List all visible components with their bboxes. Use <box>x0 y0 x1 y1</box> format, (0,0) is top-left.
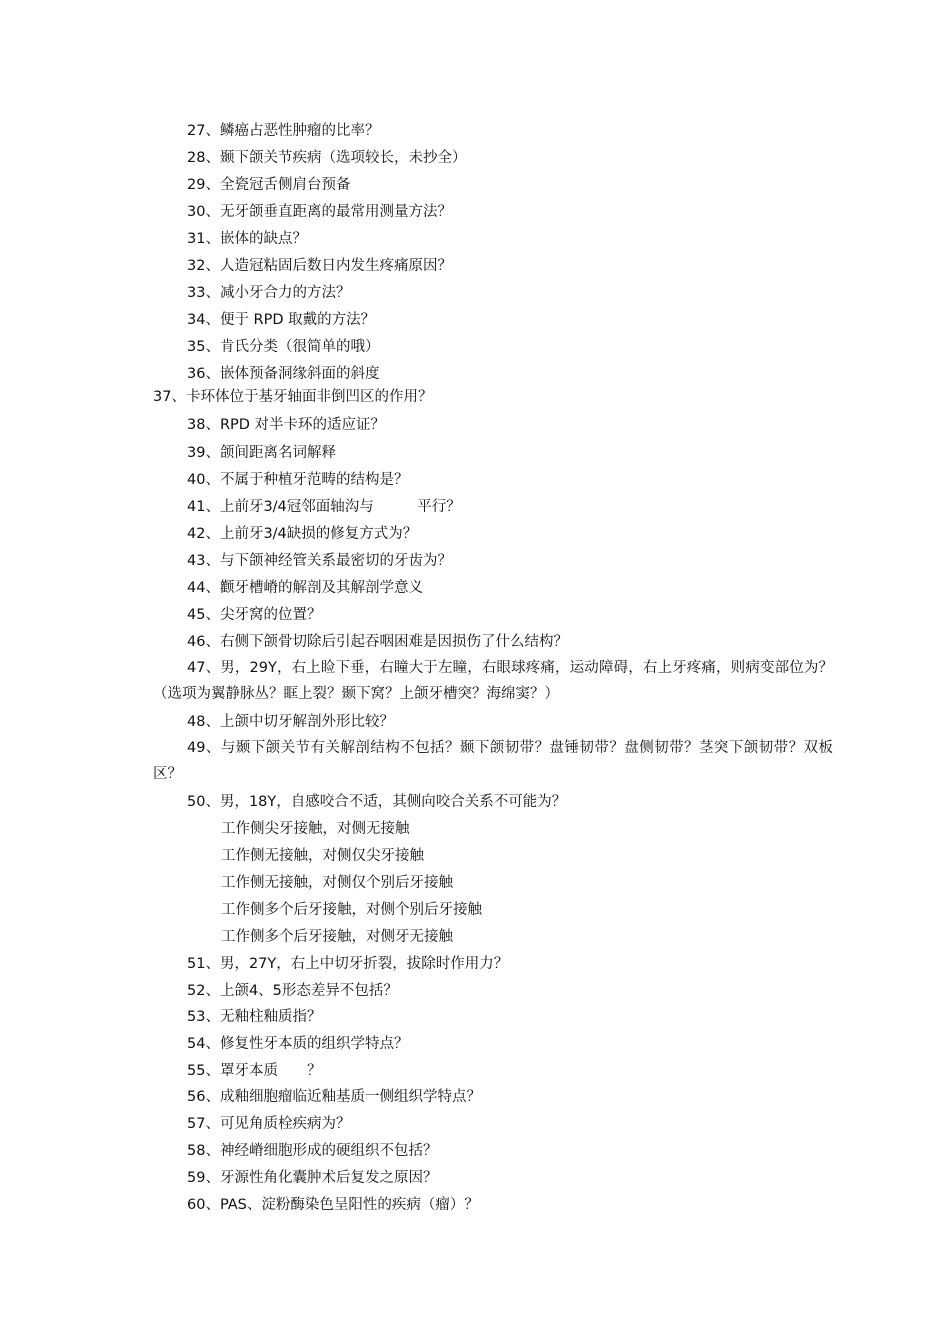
question-30: 30、无牙颌垂直距离的最常用测量方法？ <box>187 204 452 220</box>
question-31: 31、嵌体的缺点？ <box>187 231 307 247</box>
question-37: 37、卡环体位于基牙轴面非倒凹区的作用？ <box>153 389 433 405</box>
question-45: 45、尖牙窝的位置？ <box>187 607 322 623</box>
question-32: 32、人造冠粘固后数日内发生疼痛原因？ <box>187 258 452 274</box>
question-56: 56、成釉细胞瘤临近釉基质一侧组织学特点？ <box>187 1089 481 1105</box>
question-50-option: 工作侧无接触，对侧仅个别后牙接触 <box>221 875 453 891</box>
question-47: 47、男，29Y，右上睑下垂，右瞳大于左瞳，右眼球疼痛，运动障碍，右上牙疼痛，则病变部位为？（选项为翼静脉丛？眶上裂？颞下窝？上颌牙槽突？海绵窦？） <box>153 660 833 702</box>
question-50-option: 工作侧尖牙接触，对侧无接触 <box>221 821 410 837</box>
question-28: 28、颞下颌关节疾病（选项较长，未抄全） <box>187 150 467 166</box>
question-50-option: 工作侧无接触，对侧仅尖牙接触 <box>221 848 424 864</box>
question-55: 55、罩牙本质 ？ <box>187 1063 322 1079</box>
question-51: 51、男，27Y，右上中切牙折裂，拔除时作用力？ <box>187 956 509 972</box>
question-44: 44、颧牙槽嵴的解剖及其解剖学意义 <box>187 580 423 596</box>
question-42: 42、上前牙3/4缺损的修复方式为？ <box>187 526 418 542</box>
question-50-option: 工作侧多个后牙接触，对侧个别后牙接触 <box>221 902 482 918</box>
question-36: 36、嵌体预备洞缘斜面的斜度 <box>187 366 380 382</box>
question-50-option: 工作侧多个后牙接触，对侧牙无接触 <box>221 929 453 945</box>
question-34: 34、便于 RPD 取戴的方法？ <box>187 312 376 328</box>
question-58: 58、神经嵴细胞形成的硬组织不包括？ <box>187 1143 438 1159</box>
question-27: 27、鳞癌占恶性肿瘤的比率？ <box>187 123 380 139</box>
question-39: 39、颌间距离名词解释 <box>187 445 336 461</box>
question-46: 46、右侧下颌骨切除后引起吞咽困难是因损伤了什么结构？ <box>187 634 568 650</box>
question-38: 38、RPD 对半卡环的适应证？ <box>187 417 386 433</box>
question-35: 35、肯氏分类（很简单的哦） <box>187 339 380 355</box>
question-41: 41、上前牙3/4冠邻面轴沟与 平行？ <box>187 499 461 515</box>
question-57: 57、可见角质栓疾病为？ <box>187 1116 351 1132</box>
question-54: 54、修复性牙本质的组织学特点？ <box>187 1036 409 1052</box>
question-33: 33、减小牙合力的方法？ <box>187 285 351 301</box>
question-43: 43、与下颌神经管关系最密切的牙齿为？ <box>187 553 452 569</box>
question-60: 60、PAS、淀粉酶染色呈阳性的疾病（瘤）？ <box>187 1197 479 1213</box>
question-49: 49、与颞下颌关节有关解剖结构不包括？颞下颌韧带？盘锤韧带？盘侧韧带？茎突下颌韧带？双板区？ <box>153 740 833 782</box>
question-50: 50、男，18Y，自感咬合不适，其侧向咬合关系不可能为？ <box>187 794 567 810</box>
question-53: 53、无釉柱釉质指？ <box>187 1009 322 1025</box>
question-29: 29、全瓷冠舌侧肩台预备 <box>187 177 351 193</box>
question-52: 52、上颌4、5形态差异不包括？ <box>187 983 398 999</box>
question-48: 48、上颌中切牙解剖外形比较？ <box>187 714 394 730</box>
question-40: 40、不属于种植牙范畴的结构是？ <box>187 472 409 488</box>
question-59: 59、牙源性角化囊肿术后复发之原因？ <box>187 1170 438 1186</box>
